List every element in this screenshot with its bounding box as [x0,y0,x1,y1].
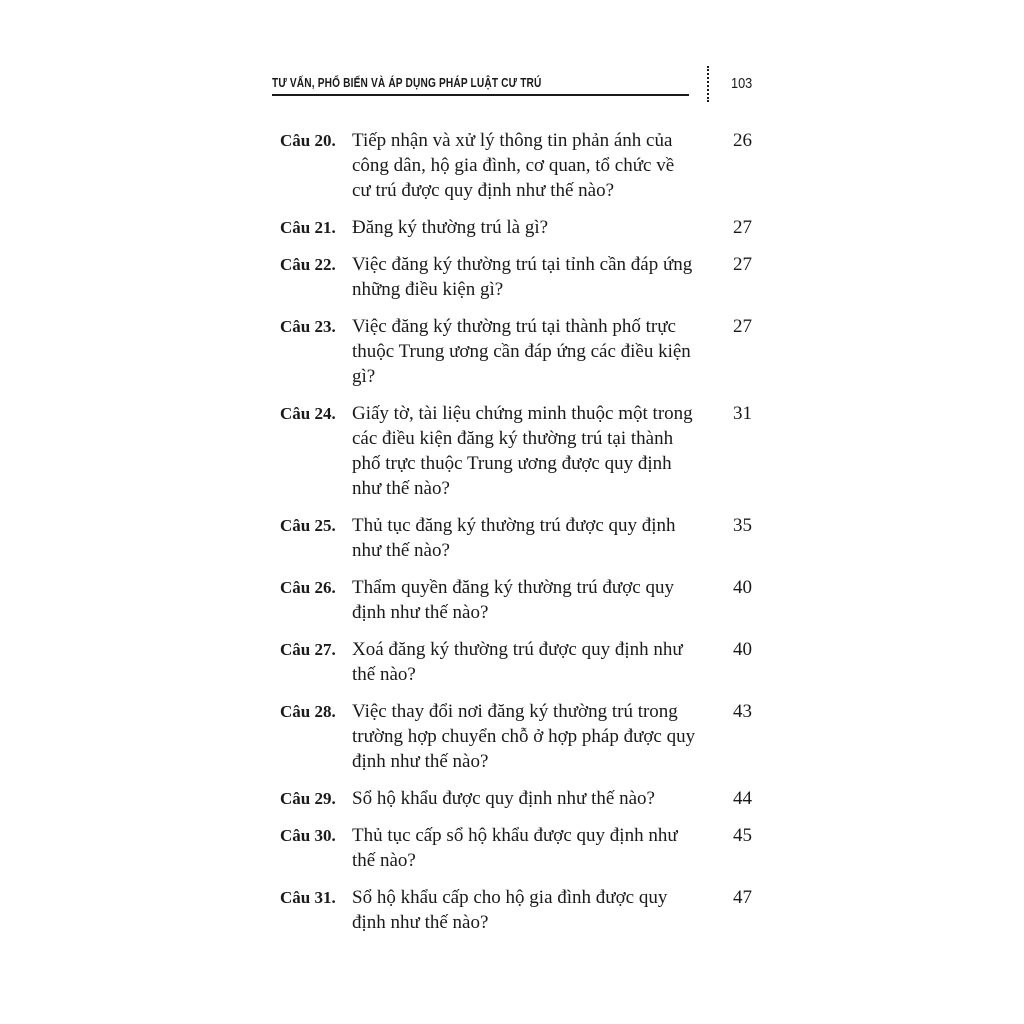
toc-entry-text: Thẩm quyền đăng ký thường trú được quy định như thế nào? [352,577,674,623]
running-title: TƯ VẤN, PHỔ BIẾN VÀ ÁP DỤNG PHÁP LUẬT CƯ TRÚ [272,75,542,90]
toc-entry-label: Câu 24. [280,404,336,423]
toc-entry-page: 44 [733,788,752,809]
toc-entry-page: 31 [733,403,752,424]
toc-entry-text: Thủ tục cấp sổ hộ khẩu được quy định như thế nào? [352,825,678,871]
toc-entry [280,699,752,774]
toc-entry-text: Việc đăng ký thường trú tại tỉnh cần đáp ứng những điều kiện gì? [352,254,693,300]
toc-entry-label: Câu 31. [280,888,336,907]
toc-entry [280,252,752,302]
toc-entry-text: Giấy tờ, tài liệu chứng minh thuộc một trong các điều kiện đăng ký thường trú tại thành phố trực thuộc Trung ương được quy định như thế nào? [352,403,693,499]
toc-entry-page: 43 [733,701,752,722]
toc-entry-label: Câu 20. [280,131,336,150]
toc-entry [280,575,752,625]
toc-entry-page: 47 [733,887,752,908]
toc-entry-page: 35 [733,515,752,536]
toc-entry-page: 26 [733,130,752,151]
toc-entry-label: Câu 28. [280,702,336,721]
toc-entry-label: Câu 27. [280,640,336,659]
toc-entry [280,885,752,935]
toc-entry-text: Xoá đăng ký thường trú được quy định như thế nào? [352,639,683,685]
toc-entry-label: Câu 22. [280,255,336,274]
toc-entry-page: 27 [733,217,752,238]
toc-entry-text: Đăng ký thường trú là gì? [352,217,549,238]
toc-entry [280,513,752,563]
toc-entry-text: Sổ hộ khẩu được quy định như thế nào? [352,788,655,809]
toc-entry-label: Câu 29. [280,789,336,808]
toc-entry-label: Câu 23. [280,317,336,336]
toc-entry-text: Việc thay đổi nơi đăng ký thường trú trong trường hợp chuyển chỗ ở hợp pháp được quy định như thế nào? [352,701,696,772]
toc-entry [280,823,752,873]
toc-entry-label: Câu 26. [280,578,336,597]
toc-entry-text: Tiếp nhận và xử lý thông tin phản ánh của công dân, hộ gia đình, cơ quan, tổ chức về cư trú được quy định như thế nào? [352,130,675,201]
table-of-contents [280,128,752,947]
toc-entry-text: Sổ hộ khẩu cấp cho hộ gia đình được quy định như thế nào? [352,887,668,933]
toc-entry [280,401,752,501]
toc-entry [280,637,752,687]
toc-entry-page: 40 [733,639,752,660]
page-number: 103 [731,75,753,92]
header-divider [707,66,712,102]
toc-entry-label: Câu 25. [280,516,336,535]
toc-entry-page: 45 [733,825,752,846]
toc-entry [280,314,752,389]
toc-entry-label: Câu 30. [280,826,336,845]
toc-entry [280,128,752,203]
toc-entry-page: 27 [733,254,752,275]
toc-entry [280,215,752,240]
toc-entry-label: Câu 21. [280,218,336,237]
toc-entry-page: 40 [733,577,752,598]
toc-entry [280,786,752,811]
running-header [272,70,689,96]
toc-entry-text: Việc đăng ký thường trú tại thành phố trực thuộc Trung ương cần đáp ứng các điều kiện gì? [352,316,691,387]
toc-entry-text: Thủ tục đăng ký thường trú được quy định như thế nào? [352,515,676,561]
toc-entry-page: 27 [733,316,752,337]
